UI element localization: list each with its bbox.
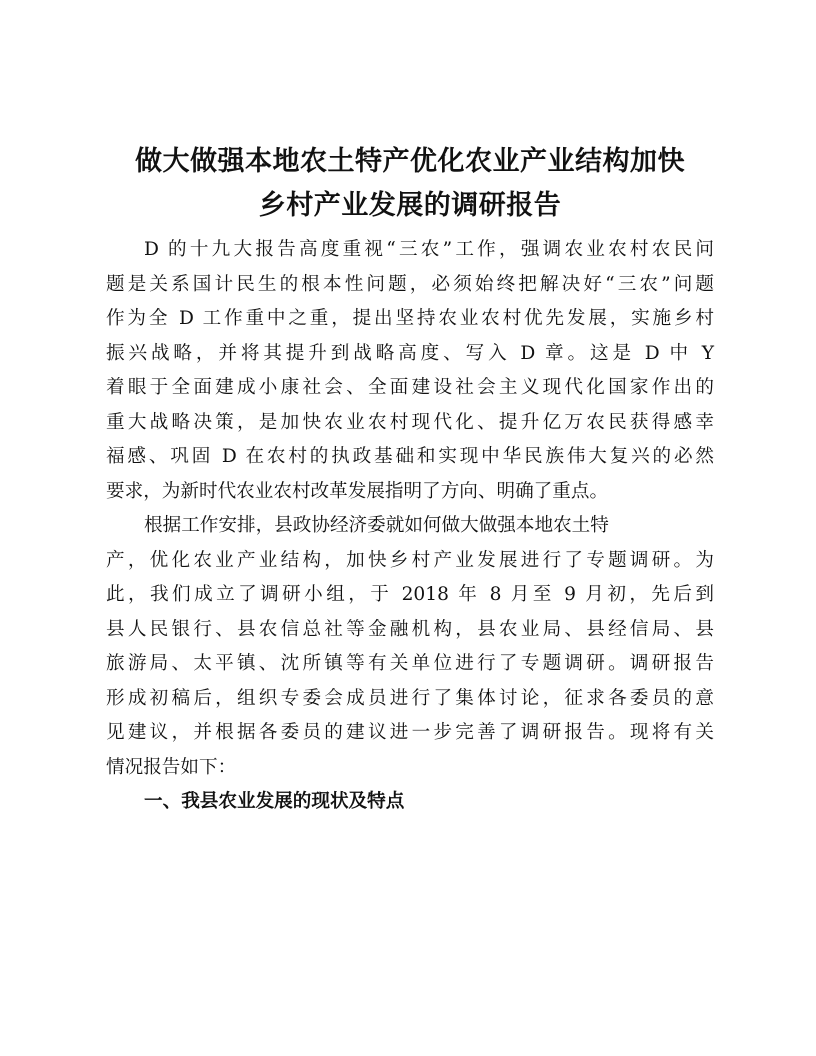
paragraph-line: 根据工作安排，县政协经济委就如何做大做强本地农土特 [144, 515, 609, 536]
paragraph-line: 县人民银行、县农信总社等金融机构，县农业局、县经信局、县 [106, 618, 714, 640]
title-line-2: 乡村产业发展的调研报告 [258, 190, 562, 221]
paragraph-line: 作为全 D 工作重中之重，提出坚持农业农村优先发展，实施乡村 [106, 308, 714, 329]
paragraph-line: 题是关系国计民生的根本性问题，必须始终把解决好“三农”问题 [106, 273, 714, 295]
paragraph-line: 情况报告如下： [106, 756, 237, 778]
paragraph-line: 此，我们成立了调研小组，于 2018 年 8 月至 9 月初，先后到 [106, 584, 714, 605]
document-title [106, 140, 714, 228]
document-page [106, 140, 714, 820]
paragraph-line: 振兴战略，并将其提升到战略高度、写入 D 章。这是 D 中 Y [106, 342, 714, 364]
title-line-1: 做大做强本地农土特产优化农业产业结构加快 [135, 146, 685, 177]
paragraph-line: 形成初稿后，组织专委会成员进行了集体讨论，征求各委员的意 [106, 687, 714, 709]
paragraph-line: 着眼于全面建成小康社会、全面建设社会主义现代化国家作出的 [106, 377, 714, 398]
paragraph-intro [106, 233, 714, 509]
paragraph-line: D 的十九大报告高度重视“三农”工作，强调农业农村农民问 [144, 239, 714, 260]
paragraph-line: 重大战略决策，是加快农业农村现代化、提升亿万农民获得感幸 [106, 411, 714, 433]
section-heading: 一、我县农业发展的现状及特点 [144, 791, 405, 812]
paragraph-line: 福感、巩固 D 在农村的执政基础和实现中华民族伟大复兴的必然 [106, 446, 714, 467]
paragraph-line: 见建议，并根据各委员的建议进一步完善了调研报告。现将有关 [106, 722, 714, 743]
paragraph-research-arrangement [106, 509, 714, 785]
paragraph-line: 产，优化农业产业结构，加快乡村产业发展进行了专题调研。为 [106, 549, 714, 571]
paragraph-line: 要求，为新时代农业农村改革发展指明了方向、明确了重点。 [106, 480, 609, 502]
paragraph-line: 旅游局、太平镇、沈所镇等有关单位进行了专题调研。调研报告 [106, 653, 714, 674]
